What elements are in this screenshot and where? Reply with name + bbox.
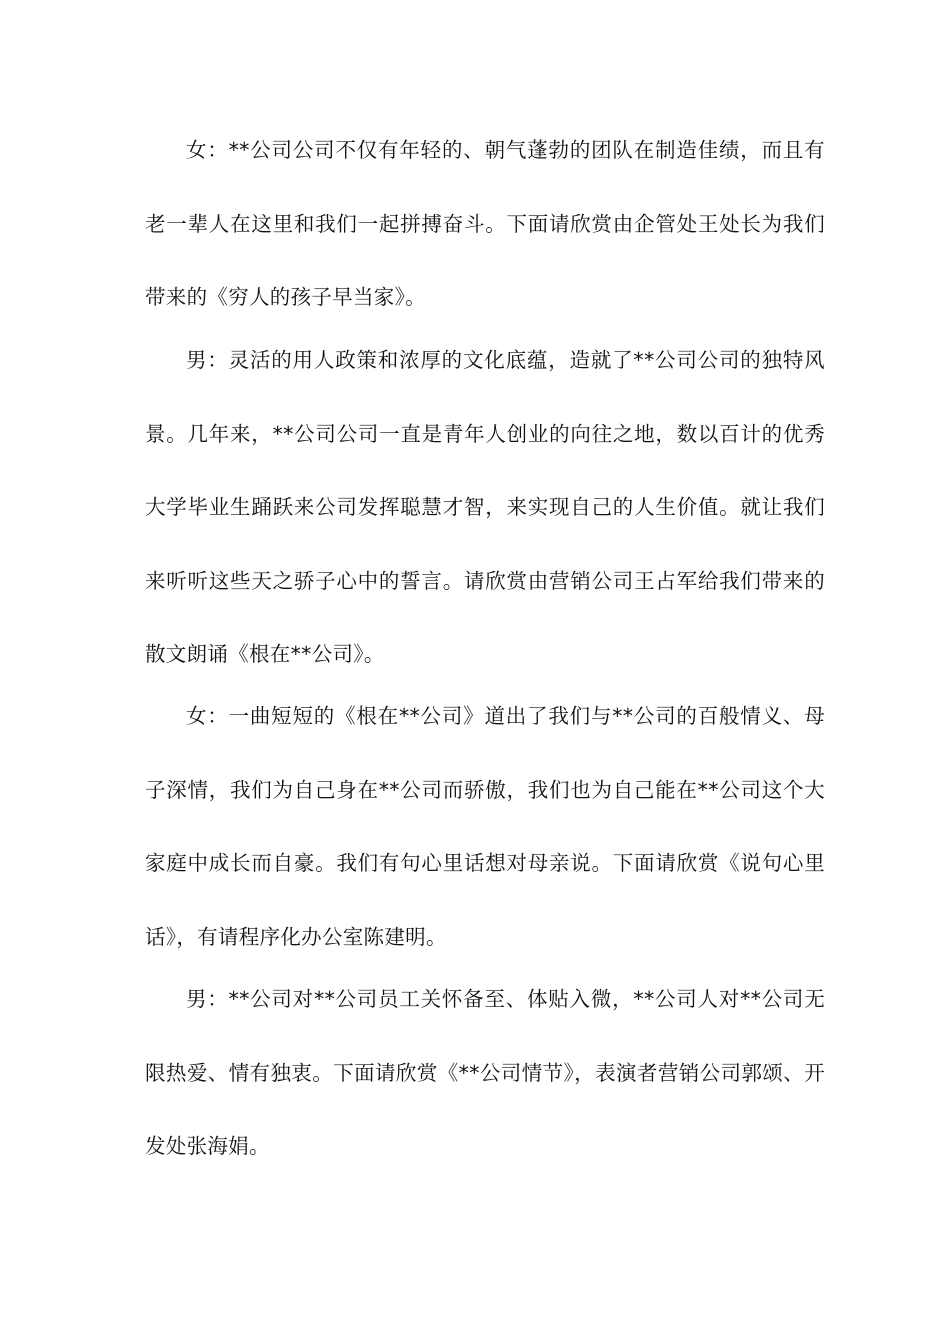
paragraph-male-intro-2: 男：**公司对**公司员工关怀备至、体贴入微，**公司人对**公司无限热爱、情有独衷。下面请欣赏《**公司情节》，表演者营销公司郭颂、开发处张海娟。 — [145, 987, 825, 1158]
paragraph-female-intro-2: 女：一曲短短的《根在**公司》道出了我们与**公司的百般情义、母子深情，我们为自己身在**公司而骄傲，我们也为自己能在**公司这个大家庭中成长而自豪。我们有句心里话想对母亲说。下面请欣赏《说句心里话》，有请程序化办公室陈建明。 — [145, 704, 825, 949]
paragraph-female-intro-1: 女：**公司公司不仅有年轻的、朝气蓬勃的团队在制造佳绩，而且有老一辈人在这里和我们一起拼搏奋斗。下面请欣赏由企管处王处长为我们带来的《穷人的孩子早当家》。 — [145, 138, 825, 309]
paragraph-male-intro-1: 男：灵活的用人政策和浓厚的文化底蕴，造就了**公司公司的独特风景。几年来，**公司公司一直是青年人创业的向往之地，数以百计的优秀大学毕业生踊跃来公司发挥聪慧才智，来实现自己的人生价值。就让我们来听听这些天之骄子心中的誓言。请欣赏由营销公司王占军给我们带来的散文朗诵《根在**公司》。 — [145, 348, 825, 666]
